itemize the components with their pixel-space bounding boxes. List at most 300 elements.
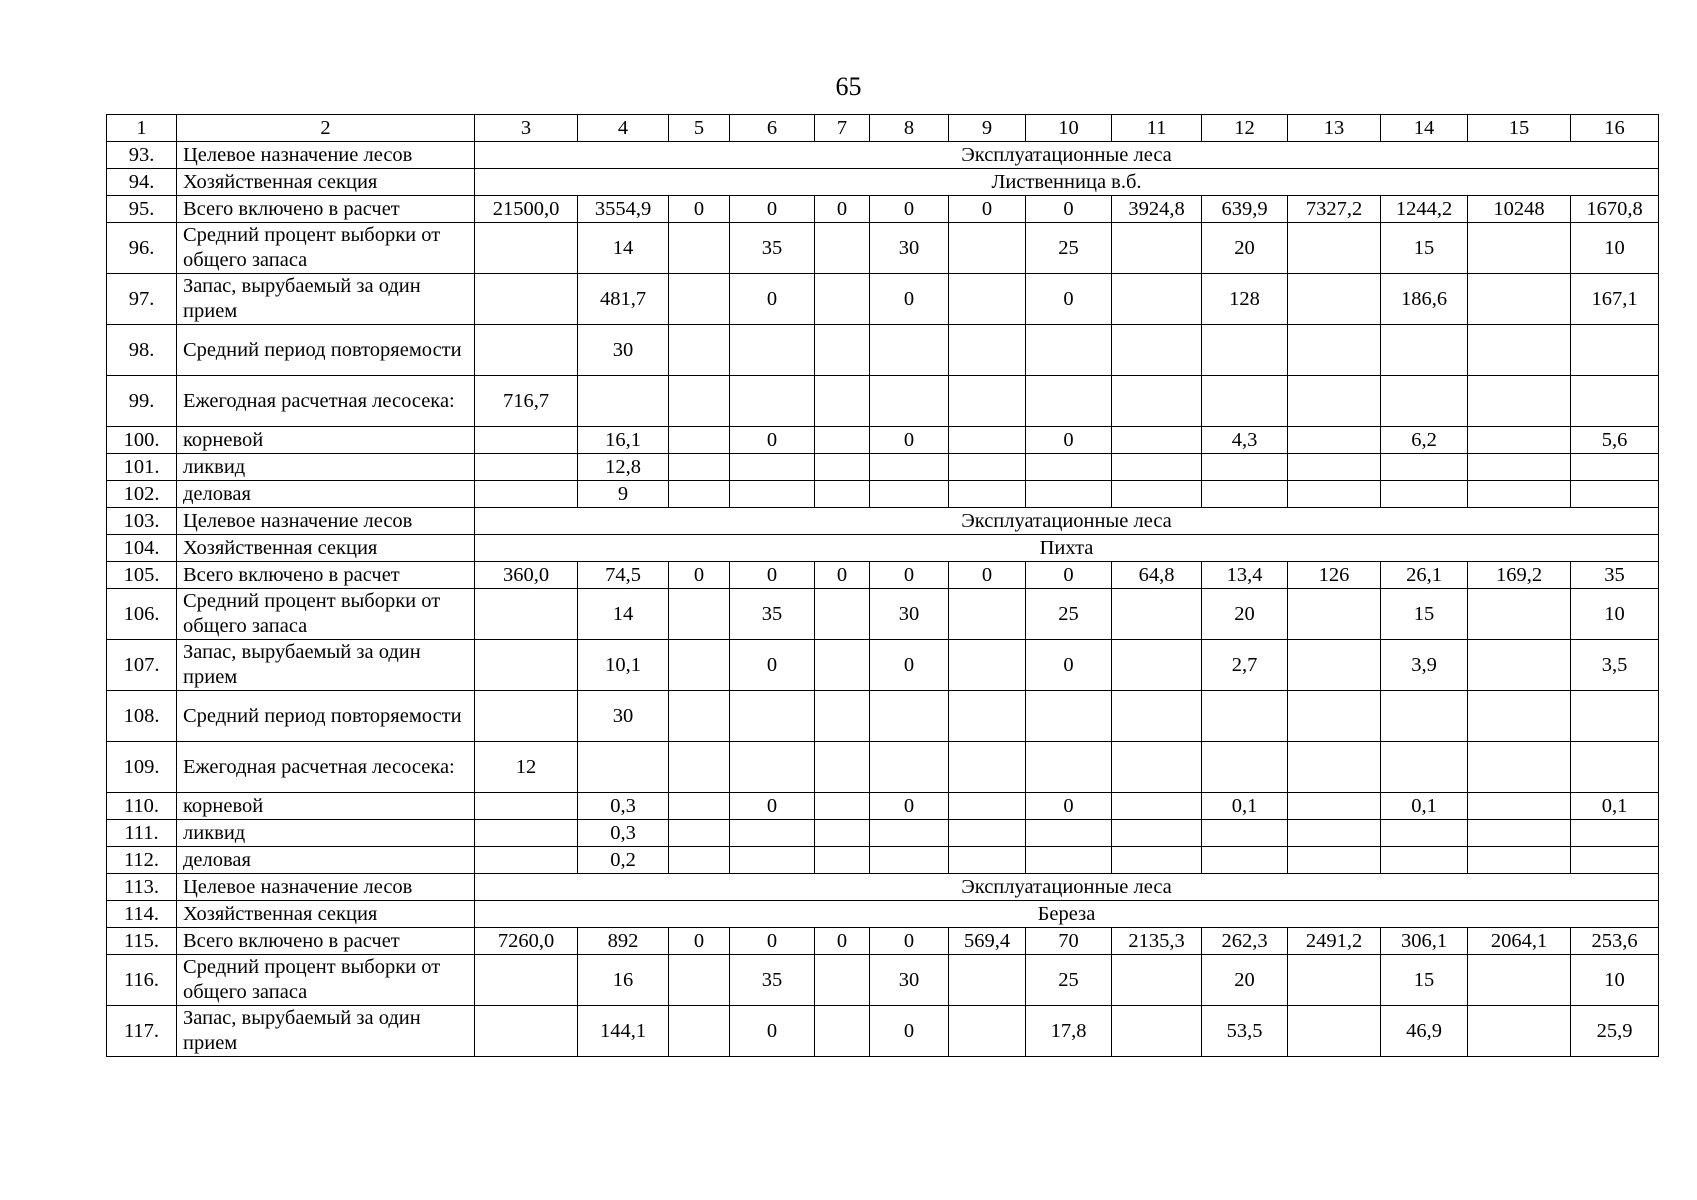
data-cell bbox=[815, 847, 870, 874]
data-cell bbox=[1202, 325, 1288, 376]
data-cell: 0 bbox=[730, 196, 815, 223]
data-cell bbox=[1112, 955, 1202, 1006]
data-cell bbox=[669, 1006, 730, 1057]
data-cell bbox=[1571, 742, 1659, 793]
data-cell bbox=[1202, 481, 1288, 508]
data-cell bbox=[949, 325, 1026, 376]
data-cell: 0,3 bbox=[578, 793, 669, 820]
row-number: 108. bbox=[107, 691, 177, 742]
merged-value: Пихта bbox=[475, 535, 1659, 562]
row-number: 97. bbox=[107, 274, 177, 325]
data-cell: 0 bbox=[870, 562, 949, 589]
row-name: ликвид bbox=[177, 820, 475, 847]
data-cell bbox=[815, 427, 870, 454]
data-cell: 21500,0 bbox=[475, 196, 578, 223]
row-number: 94. bbox=[107, 169, 177, 196]
data-cell: 128 bbox=[1202, 274, 1288, 325]
row-name: корневой bbox=[177, 427, 475, 454]
data-cell: 2491,2 bbox=[1288, 928, 1381, 955]
data-cell bbox=[730, 847, 815, 874]
row-name: деловая bbox=[177, 481, 475, 508]
data-cell: 2,7 bbox=[1202, 640, 1288, 691]
row-number: 101. bbox=[107, 454, 177, 481]
data-cell: 30 bbox=[578, 325, 669, 376]
row-name: Всего включено в расчет bbox=[177, 196, 475, 223]
table-row bbox=[107, 142, 1659, 169]
table-row bbox=[107, 955, 1659, 1006]
table-row bbox=[107, 742, 1659, 793]
data-cell: 16,1 bbox=[578, 427, 669, 454]
data-cell: 0 bbox=[1026, 793, 1112, 820]
row-number: 102. bbox=[107, 481, 177, 508]
data-cell bbox=[1468, 793, 1571, 820]
data-cell bbox=[1288, 376, 1381, 427]
row-number: 106. bbox=[107, 589, 177, 640]
column-header: 10 bbox=[1026, 115, 1112, 142]
merged-value: Эксплуатационные леса bbox=[475, 874, 1659, 901]
data-cell: 30 bbox=[870, 589, 949, 640]
data-cell bbox=[1571, 376, 1659, 427]
data-cell bbox=[730, 481, 815, 508]
data-cell: 35 bbox=[730, 589, 815, 640]
data-cell bbox=[1381, 376, 1468, 427]
data-cell bbox=[1112, 640, 1202, 691]
data-cell bbox=[949, 1006, 1026, 1057]
data-cell: 0,2 bbox=[578, 847, 669, 874]
row-name: Запас, вырубаемый за один прием bbox=[177, 274, 475, 325]
data-cell: 0 bbox=[870, 928, 949, 955]
data-cell bbox=[578, 376, 669, 427]
data-cell bbox=[1112, 742, 1202, 793]
table-row bbox=[107, 874, 1659, 901]
data-cell bbox=[669, 640, 730, 691]
row-number: 100. bbox=[107, 427, 177, 454]
row-name: Хозяйственная секция bbox=[177, 169, 475, 196]
merged-value: Лиственница в.б. bbox=[475, 169, 1659, 196]
data-cell: 25 bbox=[1026, 223, 1112, 274]
data-cell bbox=[1112, 481, 1202, 508]
row-name: Ежегодная расчетная лесосека: bbox=[177, 742, 475, 793]
data-cell bbox=[1026, 376, 1112, 427]
data-cell: 10,1 bbox=[578, 640, 669, 691]
data-cell: 1670,8 bbox=[1571, 196, 1659, 223]
data-cell: 16 bbox=[578, 955, 669, 1006]
row-number: 109. bbox=[107, 742, 177, 793]
data-cell bbox=[669, 847, 730, 874]
data-cell bbox=[475, 955, 578, 1006]
row-number: 105. bbox=[107, 562, 177, 589]
data-cell: 14 bbox=[578, 589, 669, 640]
data-cell: 14 bbox=[578, 223, 669, 274]
data-cell bbox=[1468, 640, 1571, 691]
felling-table bbox=[106, 114, 1659, 1057]
data-cell: 306,1 bbox=[1381, 928, 1468, 955]
data-cell: 3924,8 bbox=[1112, 196, 1202, 223]
data-cell: 13,4 bbox=[1202, 562, 1288, 589]
data-cell: 53,5 bbox=[1202, 1006, 1288, 1057]
row-number: 107. bbox=[107, 640, 177, 691]
data-cell bbox=[815, 691, 870, 742]
data-cell bbox=[730, 454, 815, 481]
data-cell bbox=[475, 793, 578, 820]
data-cell bbox=[1202, 454, 1288, 481]
data-cell bbox=[1288, 1006, 1381, 1057]
data-cell: 0 bbox=[949, 562, 1026, 589]
data-cell bbox=[870, 847, 949, 874]
data-cell: 0 bbox=[815, 196, 870, 223]
data-cell bbox=[1288, 454, 1381, 481]
table-row bbox=[107, 223, 1659, 274]
data-cell bbox=[1288, 481, 1381, 508]
data-cell: 144,1 bbox=[578, 1006, 669, 1057]
data-cell bbox=[815, 481, 870, 508]
data-cell: 126 bbox=[1288, 562, 1381, 589]
data-cell: 9 bbox=[578, 481, 669, 508]
data-cell bbox=[949, 274, 1026, 325]
data-cell bbox=[669, 820, 730, 847]
data-cell bbox=[669, 325, 730, 376]
data-cell bbox=[1112, 691, 1202, 742]
data-cell: 3,9 bbox=[1381, 640, 1468, 691]
data-cell bbox=[475, 820, 578, 847]
data-cell: 6,2 bbox=[1381, 427, 1468, 454]
data-cell: 4,3 bbox=[1202, 427, 1288, 454]
data-cell bbox=[1381, 691, 1468, 742]
data-cell bbox=[870, 691, 949, 742]
data-cell: 35 bbox=[730, 955, 815, 1006]
data-cell bbox=[669, 955, 730, 1006]
column-header: 7 bbox=[815, 115, 870, 142]
data-cell bbox=[475, 325, 578, 376]
data-cell bbox=[815, 454, 870, 481]
data-cell: 0,1 bbox=[1202, 793, 1288, 820]
data-cell bbox=[1288, 793, 1381, 820]
data-cell: 0 bbox=[669, 196, 730, 223]
data-cell: 0 bbox=[1026, 562, 1112, 589]
table-row bbox=[107, 508, 1659, 535]
row-number: 95. bbox=[107, 196, 177, 223]
data-cell: 20 bbox=[1202, 589, 1288, 640]
data-cell bbox=[1112, 454, 1202, 481]
data-cell bbox=[1571, 820, 1659, 847]
column-header: 11 bbox=[1112, 115, 1202, 142]
table-row bbox=[107, 169, 1659, 196]
data-cell: 74,5 bbox=[578, 562, 669, 589]
table-row bbox=[107, 640, 1659, 691]
data-cell: 0 bbox=[1026, 274, 1112, 325]
data-cell: 169,2 bbox=[1468, 562, 1571, 589]
row-number: 112. bbox=[107, 847, 177, 874]
row-name: Средний период повторяемости bbox=[177, 691, 475, 742]
data-cell: 0 bbox=[949, 196, 1026, 223]
data-cell bbox=[1468, 820, 1571, 847]
row-name: Целевое назначение лесов bbox=[177, 874, 475, 901]
data-cell bbox=[669, 376, 730, 427]
data-cell: 0,1 bbox=[1381, 793, 1468, 820]
data-cell bbox=[1288, 847, 1381, 874]
data-cell bbox=[949, 454, 1026, 481]
data-cell bbox=[669, 481, 730, 508]
data-cell bbox=[1288, 742, 1381, 793]
data-cell bbox=[815, 793, 870, 820]
data-cell: 2064,1 bbox=[1468, 928, 1571, 955]
data-cell: 0 bbox=[815, 928, 870, 955]
data-cell bbox=[815, 820, 870, 847]
data-cell: 10 bbox=[1571, 589, 1659, 640]
data-cell: 30 bbox=[578, 691, 669, 742]
table-row bbox=[107, 535, 1659, 562]
data-cell bbox=[1468, 742, 1571, 793]
data-cell bbox=[949, 427, 1026, 454]
data-cell: 7260,0 bbox=[475, 928, 578, 955]
data-cell bbox=[949, 481, 1026, 508]
data-cell: 0 bbox=[730, 274, 815, 325]
data-cell: 569,4 bbox=[949, 928, 1026, 955]
data-cell: 20 bbox=[1202, 955, 1288, 1006]
data-cell bbox=[669, 223, 730, 274]
row-name: деловая bbox=[177, 847, 475, 874]
data-cell bbox=[1288, 223, 1381, 274]
column-header: 1 bbox=[107, 115, 177, 142]
row-name: Средний процент выборки от общего запаса bbox=[177, 955, 475, 1006]
row-number: 110. bbox=[107, 793, 177, 820]
table-row bbox=[107, 376, 1659, 427]
row-name: Запас, вырубаемый за один прием bbox=[177, 1006, 475, 1057]
data-cell: 25 bbox=[1026, 589, 1112, 640]
data-cell: 0 bbox=[669, 928, 730, 955]
data-cell: 167,1 bbox=[1571, 274, 1659, 325]
data-cell bbox=[870, 376, 949, 427]
data-cell: 1244,2 bbox=[1381, 196, 1468, 223]
data-cell: 3554,9 bbox=[578, 196, 669, 223]
row-name: Целевое назначение лесов bbox=[177, 508, 475, 535]
data-cell bbox=[669, 691, 730, 742]
data-cell bbox=[730, 325, 815, 376]
data-cell bbox=[475, 589, 578, 640]
data-cell: 10248 bbox=[1468, 196, 1571, 223]
data-cell bbox=[730, 691, 815, 742]
row-name: корневой bbox=[177, 793, 475, 820]
data-cell bbox=[1202, 376, 1288, 427]
data-cell bbox=[1112, 589, 1202, 640]
data-cell bbox=[815, 640, 870, 691]
column-header: 9 bbox=[949, 115, 1026, 142]
data-cell bbox=[1288, 274, 1381, 325]
table-row bbox=[107, 589, 1659, 640]
data-cell: 35 bbox=[1571, 562, 1659, 589]
table-row bbox=[107, 928, 1659, 955]
data-cell bbox=[1468, 481, 1571, 508]
data-cell bbox=[870, 742, 949, 793]
column-header: 14 bbox=[1381, 115, 1468, 142]
data-cell bbox=[1026, 454, 1112, 481]
data-cell bbox=[949, 955, 1026, 1006]
data-cell: 15 bbox=[1381, 955, 1468, 1006]
data-cell bbox=[669, 793, 730, 820]
column-header: 12 bbox=[1202, 115, 1288, 142]
data-cell bbox=[1381, 454, 1468, 481]
data-cell bbox=[1571, 325, 1659, 376]
merged-value: Эксплуатационные леса bbox=[475, 508, 1659, 535]
column-header: 13 bbox=[1288, 115, 1381, 142]
data-cell bbox=[949, 640, 1026, 691]
data-cell bbox=[1288, 589, 1381, 640]
data-cell: 64,8 bbox=[1112, 562, 1202, 589]
data-cell bbox=[815, 325, 870, 376]
data-cell: 262,3 bbox=[1202, 928, 1288, 955]
table-row bbox=[107, 901, 1659, 928]
row-number: 98. bbox=[107, 325, 177, 376]
data-cell bbox=[1288, 427, 1381, 454]
table-row bbox=[107, 793, 1659, 820]
data-cell bbox=[949, 847, 1026, 874]
header-row bbox=[107, 115, 1659, 142]
table-row bbox=[107, 1006, 1659, 1057]
row-number: 103. bbox=[107, 508, 177, 535]
data-cell: 716,7 bbox=[475, 376, 578, 427]
data-cell bbox=[815, 1006, 870, 1057]
data-cell bbox=[1112, 325, 1202, 376]
data-cell bbox=[1026, 691, 1112, 742]
row-number: 104. bbox=[107, 535, 177, 562]
data-cell: 30 bbox=[870, 955, 949, 1006]
data-cell: 25,9 bbox=[1571, 1006, 1659, 1057]
data-cell bbox=[730, 820, 815, 847]
data-cell: 0 bbox=[730, 427, 815, 454]
data-cell bbox=[669, 742, 730, 793]
data-cell bbox=[1026, 481, 1112, 508]
data-cell bbox=[669, 274, 730, 325]
data-cell bbox=[1026, 820, 1112, 847]
data-cell bbox=[730, 742, 815, 793]
data-cell bbox=[870, 820, 949, 847]
table-row bbox=[107, 562, 1659, 589]
data-cell: 0 bbox=[870, 793, 949, 820]
data-cell: 0,3 bbox=[578, 820, 669, 847]
data-cell bbox=[1468, 847, 1571, 874]
data-cell bbox=[1202, 820, 1288, 847]
data-cell: 20 bbox=[1202, 223, 1288, 274]
data-cell: 0 bbox=[669, 562, 730, 589]
column-header: 4 bbox=[578, 115, 669, 142]
row-number: 96. bbox=[107, 223, 177, 274]
data-cell: 186,6 bbox=[1381, 274, 1468, 325]
data-cell: 26,1 bbox=[1381, 562, 1468, 589]
data-cell bbox=[475, 427, 578, 454]
merged-value: Эксплуатационные леса bbox=[475, 142, 1659, 169]
table-body bbox=[107, 115, 1659, 1057]
data-cell bbox=[949, 223, 1026, 274]
data-cell: 0 bbox=[870, 1006, 949, 1057]
data-cell: 0 bbox=[870, 640, 949, 691]
data-cell bbox=[1468, 223, 1571, 274]
column-header: 6 bbox=[730, 115, 815, 142]
column-header: 8 bbox=[870, 115, 949, 142]
data-cell bbox=[1468, 376, 1571, 427]
data-cell: 0 bbox=[870, 427, 949, 454]
data-cell: 0 bbox=[870, 196, 949, 223]
data-cell bbox=[1112, 427, 1202, 454]
row-number: 99. bbox=[107, 376, 177, 427]
data-cell bbox=[815, 589, 870, 640]
row-name: Хозяйственная секция bbox=[177, 901, 475, 928]
data-cell bbox=[1571, 481, 1659, 508]
row-number: 113. bbox=[107, 874, 177, 901]
data-cell: 481,7 bbox=[578, 274, 669, 325]
data-cell: 360,0 bbox=[475, 562, 578, 589]
data-cell bbox=[1202, 847, 1288, 874]
data-cell bbox=[475, 481, 578, 508]
data-cell: 0 bbox=[1026, 640, 1112, 691]
table-row bbox=[107, 454, 1659, 481]
data-cell: 0 bbox=[1026, 196, 1112, 223]
row-name: Хозяйственная секция bbox=[177, 535, 475, 562]
data-cell bbox=[1468, 454, 1571, 481]
merged-value: Береза bbox=[475, 901, 1659, 928]
data-cell: 15 bbox=[1381, 223, 1468, 274]
data-cell: 17,8 bbox=[1026, 1006, 1112, 1057]
column-header: 3 bbox=[475, 115, 578, 142]
data-cell bbox=[1468, 955, 1571, 1006]
data-cell bbox=[1468, 274, 1571, 325]
data-cell bbox=[1468, 691, 1571, 742]
page-number: 65 bbox=[835, 72, 862, 101]
table-row bbox=[107, 820, 1659, 847]
data-cell bbox=[1112, 820, 1202, 847]
data-cell bbox=[475, 847, 578, 874]
row-number: 114. bbox=[107, 901, 177, 928]
data-cell bbox=[949, 589, 1026, 640]
row-name: Запас, вырубаемый за один прием bbox=[177, 640, 475, 691]
data-cell bbox=[1381, 325, 1468, 376]
data-cell: 15 bbox=[1381, 589, 1468, 640]
data-cell: 3,5 bbox=[1571, 640, 1659, 691]
row-name: Всего включено в расчет bbox=[177, 928, 475, 955]
data-cell bbox=[1288, 955, 1381, 1006]
data-cell bbox=[475, 454, 578, 481]
data-cell bbox=[1571, 454, 1659, 481]
row-name: Целевое назначение лесов bbox=[177, 142, 475, 169]
row-name: Средний процент выборки от общего запаса bbox=[177, 589, 475, 640]
table-row bbox=[107, 691, 1659, 742]
data-cell bbox=[815, 223, 870, 274]
row-name: ликвид bbox=[177, 454, 475, 481]
data-cell bbox=[1288, 691, 1381, 742]
data-cell bbox=[1288, 325, 1381, 376]
data-cell bbox=[1202, 691, 1288, 742]
data-cell: 70 bbox=[1026, 928, 1112, 955]
data-cell bbox=[815, 376, 870, 427]
data-cell bbox=[1202, 742, 1288, 793]
data-cell bbox=[1026, 325, 1112, 376]
data-cell bbox=[1288, 640, 1381, 691]
data-cell: 35 bbox=[730, 223, 815, 274]
data-cell bbox=[870, 454, 949, 481]
row-number: 116. bbox=[107, 955, 177, 1006]
data-cell bbox=[1468, 325, 1571, 376]
data-cell: 10 bbox=[1571, 223, 1659, 274]
data-cell: 639,9 bbox=[1202, 196, 1288, 223]
data-cell bbox=[730, 376, 815, 427]
data-cell bbox=[475, 691, 578, 742]
data-cell: 7327,2 bbox=[1288, 196, 1381, 223]
row-name: Средний период повторяемости bbox=[177, 325, 475, 376]
data-cell bbox=[870, 481, 949, 508]
data-cell: 0 bbox=[730, 793, 815, 820]
data-cell bbox=[949, 691, 1026, 742]
data-cell bbox=[1381, 847, 1468, 874]
row-name: Средний процент выборки от общего запаса bbox=[177, 223, 475, 274]
